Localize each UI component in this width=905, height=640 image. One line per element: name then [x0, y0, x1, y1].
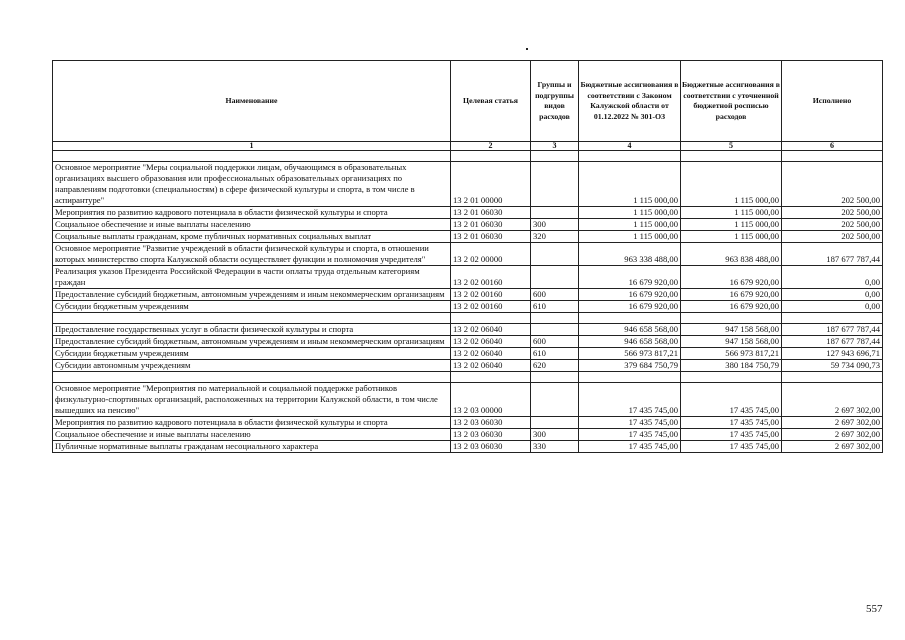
row-name: Реализация указов Президента Российской Федерации в части оплаты труда отдельным категориям граждан [53, 266, 451, 289]
row-executed: 0,00 [782, 289, 883, 301]
header-group: Группы и подгруппы видов расходов [531, 61, 579, 142]
row-name: Социальное обеспечение и иные выплаты населению [53, 429, 451, 441]
row-revised: 1 115 000,00 [681, 162, 782, 207]
table-row [53, 348, 883, 360]
row-code: 13 2 02 06040 [451, 360, 531, 372]
row-group [531, 207, 579, 219]
row-group: 620 [531, 360, 579, 372]
table-row [53, 207, 883, 219]
row-group: 330 [531, 441, 579, 453]
column-number: 2 [451, 142, 531, 151]
row-code: 13 2 03 06030 [451, 441, 531, 453]
row-executed: 202 500,00 [782, 162, 883, 207]
row-group [531, 417, 579, 429]
table-row [53, 243, 883, 266]
row-law: 946 658 568,00 [579, 336, 681, 348]
row-code: 13 2 02 00160 [451, 301, 531, 313]
row-code: 13 2 02 06040 [451, 348, 531, 360]
row-law: 963 338 488,00 [579, 243, 681, 266]
row-law: 1 115 000,00 [579, 207, 681, 219]
row-name: Основное мероприятие "Мероприятия по материальной и социальной поддержке работников физкультурно-спортивных организаций, расположенных на территории Калужской области, в том числе вышедших на пенсию" [53, 383, 451, 417]
header-revised: Бюджетные ассигнования в соответствии с уточненной бюджетной росписью расходов [681, 61, 782, 142]
row-law: 16 679 920,00 [579, 301, 681, 313]
row-executed: 127 943 696,71 [782, 348, 883, 360]
row-law: 946 658 568,00 [579, 324, 681, 336]
row-law: 17 435 745,00 [579, 383, 681, 417]
row-law: 1 115 000,00 [579, 219, 681, 231]
row-code: 13 2 01 06030 [451, 231, 531, 243]
row-code: 13 2 02 06040 [451, 336, 531, 348]
row-executed: 202 500,00 [782, 207, 883, 219]
row-name: Публичные нормативные выплаты гражданам несоциального характера [53, 441, 451, 453]
table-row [53, 219, 883, 231]
row-executed: 187 677 787,44 [782, 336, 883, 348]
row-revised: 16 679 920,00 [681, 266, 782, 289]
row-executed: 202 500,00 [782, 231, 883, 243]
row-revised: 17 435 745,00 [681, 441, 782, 453]
row-name: Социальные выплаты гражданам, кроме публичных нормативных социальных выплат [53, 231, 451, 243]
header-name: Наименование [53, 61, 451, 142]
spacer-row [53, 151, 883, 162]
row-law: 17 435 745,00 [579, 441, 681, 453]
row-revised: 566 973 817,21 [681, 348, 782, 360]
spacer-row [53, 372, 883, 383]
table-row [53, 266, 883, 289]
row-code: 13 2 02 00160 [451, 289, 531, 301]
row-law: 17 435 745,00 [579, 429, 681, 441]
row-code: 13 2 01 00000 [451, 162, 531, 207]
row-revised: 947 158 568,00 [681, 336, 782, 348]
header-target: Целевая статья [451, 61, 531, 142]
table-row [53, 289, 883, 301]
row-name: Предоставление государственных услуг в области физической культуры и спорта [53, 324, 451, 336]
row-name: Мероприятия по развитию кадрового потенциала в области физической культуры и спорта [53, 207, 451, 219]
row-law: 16 679 920,00 [579, 289, 681, 301]
row-name: Социальное обеспечение и иные выплаты населению [53, 219, 451, 231]
row-name: Субсидии бюджетным учреждениям [53, 348, 451, 360]
row-revised: 947 158 568,00 [681, 324, 782, 336]
row-revised: 380 184 750,79 [681, 360, 782, 372]
table-row [53, 301, 883, 313]
table-row [53, 231, 883, 243]
row-executed: 0,00 [782, 301, 883, 313]
row-name: Основное мероприятие "Развитие учреждений в области физической культуры и спорта, в отношении которых министерство спорта Калужской области осуществляет функции и полномочия учредителя" [53, 243, 451, 266]
row-revised: 17 435 745,00 [681, 417, 782, 429]
row-name: Предоставление субсидий бюджетным, автономным учреждениям и иным некоммерческим организациям [53, 336, 451, 348]
row-revised: 16 679 920,00 [681, 289, 782, 301]
scan-speck [526, 48, 528, 50]
row-code: 13 2 01 06030 [451, 219, 531, 231]
row-group [531, 383, 579, 417]
row-group: 600 [531, 289, 579, 301]
table-row [53, 162, 883, 207]
row-executed: 2 697 302,00 [782, 429, 883, 441]
row-executed: 0,00 [782, 266, 883, 289]
row-group [531, 324, 579, 336]
row-code: 13 2 03 06030 [451, 429, 531, 441]
row-code: 13 2 03 00000 [451, 383, 531, 417]
row-code: 13 2 03 06030 [451, 417, 531, 429]
table-row [53, 429, 883, 441]
row-name: Субсидии автономным учреждениям [53, 360, 451, 372]
table-header-row [53, 61, 883, 142]
row-group: 610 [531, 301, 579, 313]
row-revised: 963 838 488,00 [681, 243, 782, 266]
row-group: 610 [531, 348, 579, 360]
table-row [53, 417, 883, 429]
row-revised: 1 115 000,00 [681, 231, 782, 243]
header-executed: Исполнено [782, 61, 883, 142]
table-row [53, 336, 883, 348]
row-name: Субсидии бюджетным учреждениям [53, 301, 451, 313]
row-executed: 2 697 302,00 [782, 441, 883, 453]
row-law: 1 115 000,00 [579, 231, 681, 243]
row-group [531, 162, 579, 207]
row-law: 566 973 817,21 [579, 348, 681, 360]
column-number: 4 [579, 142, 681, 151]
row-revised: 1 115 000,00 [681, 207, 782, 219]
header-law: Бюджетные ассигнования в соответствии с Законом Калужской области от 01.12.2022 № 301-ОЗ [579, 61, 681, 142]
row-group: 600 [531, 336, 579, 348]
row-code: 13 2 01 06030 [451, 207, 531, 219]
row-law: 16 679 920,00 [579, 266, 681, 289]
row-revised: 1 115 000,00 [681, 219, 782, 231]
row-executed: 2 697 302,00 [782, 417, 883, 429]
row-revised: 17 435 745,00 [681, 429, 782, 441]
table-row [53, 360, 883, 372]
row-revised: 17 435 745,00 [681, 383, 782, 417]
table-row [53, 383, 883, 417]
table-row [53, 441, 883, 453]
row-name: Основное мероприятие "Меры социальной поддержки лицам, обучающимся в образовательных организациях высшего образования или профессиональных образовательных организациях по направлениям подготовки (специальностям) в сфере физической культуры и спорта, в том числе в аспирантуре" [53, 162, 451, 207]
column-number: 6 [782, 142, 883, 151]
row-revised: 16 679 920,00 [681, 301, 782, 313]
row-law: 1 115 000,00 [579, 162, 681, 207]
column-number: 3 [531, 142, 579, 151]
row-group [531, 266, 579, 289]
column-number-row [53, 142, 883, 151]
row-group: 300 [531, 429, 579, 441]
budget-table [52, 60, 883, 453]
row-executed: 202 500,00 [782, 219, 883, 231]
row-executed: 187 677 787,44 [782, 243, 883, 266]
column-number: 5 [681, 142, 782, 151]
row-group: 300 [531, 219, 579, 231]
column-number: 1 [53, 142, 451, 151]
row-executed: 59 734 090,73 [782, 360, 883, 372]
row-code: 13 2 02 00000 [451, 243, 531, 266]
row-executed: 187 677 787,44 [782, 324, 883, 336]
row-group: 320 [531, 231, 579, 243]
row-code: 13 2 02 06040 [451, 324, 531, 336]
page-number: 557 [866, 603, 883, 615]
row-code: 13 2 02 00160 [451, 266, 531, 289]
row-name: Мероприятия по развитию кадрового потенциала в области физической культуры и спорта [53, 417, 451, 429]
row-name: Предоставление субсидий бюджетным, автономным учреждениям и иным некоммерческим организациям [53, 289, 451, 301]
table-row [53, 324, 883, 336]
row-executed: 2 697 302,00 [782, 383, 883, 417]
spacer-row [53, 313, 883, 324]
row-group [531, 243, 579, 266]
row-law: 17 435 745,00 [579, 417, 681, 429]
row-law: 379 684 750,79 [579, 360, 681, 372]
